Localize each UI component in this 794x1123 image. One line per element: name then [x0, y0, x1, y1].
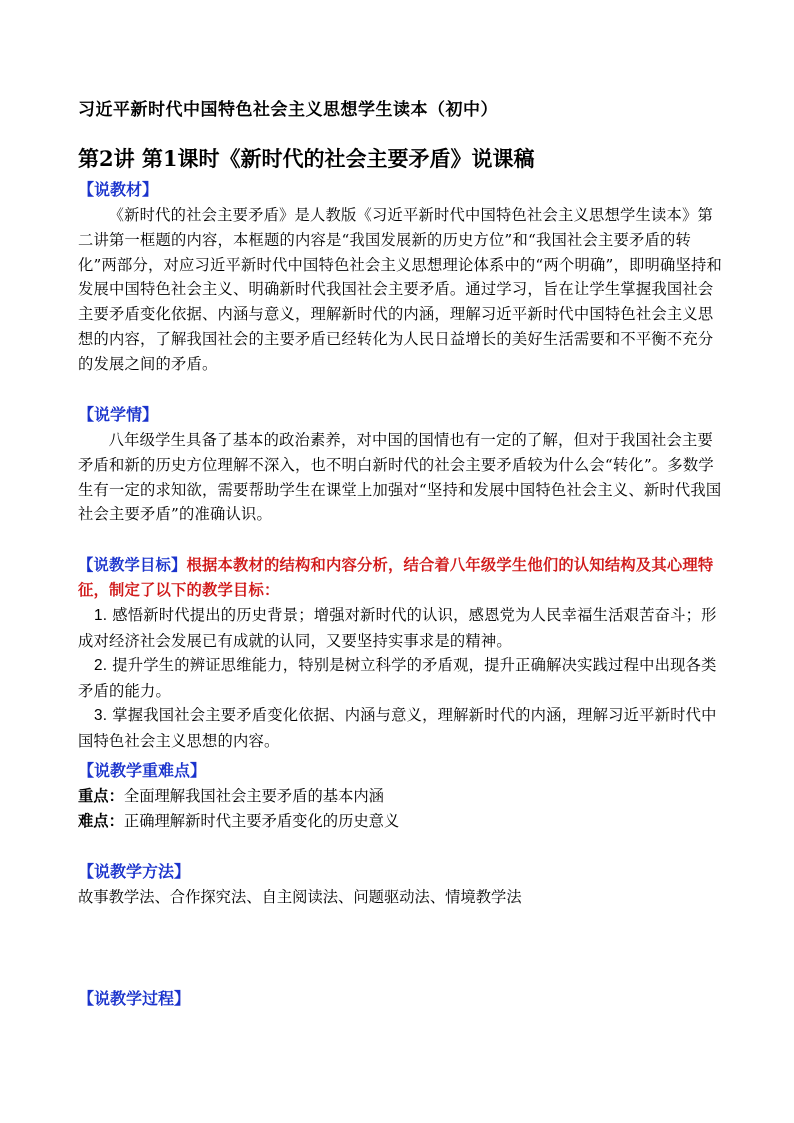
textbook-paragraph: 《新时代的社会主要矛盾》是人教版《习近平新时代中国特色社会主义思想学生读本》第二讲第一框题的内容，本框题的内容是“我国发展新的历史方位”和“我国社会主要矛盾的转化”两部分，对应习近平新时代中国特色社会主义思想理论体系中的“两个明确”，即明确坚持和发展中国特色社会主义、明确新时代我国社会主要矛盾。通过学习，旨在让学生掌握我国社会主要矛盾变化依据、内涵与意义，理解新时代的内涵，理解习近平新时代中国特色社会主义思想的内容，了解我国社会的主要矛盾已经转化为人民日益增长的美好生活需要和不平衡不充分的发展之间的矛盾。	[78, 206, 722, 373]
objective-text: 掌握我国社会主要矛盾变化依据、内涵与意义，理解新时代的内涵，理解习近平新时代中国特色社会主义思想的内容。	[78, 706, 717, 750]
objective-number: 2.	[94, 657, 108, 674]
objective-number: 3.	[94, 707, 108, 724]
objective-item-3	[78, 703, 728, 754]
students-paragraph: 八年级学生具备了基本的政治素养，对中国的国情也有一定的了解，但对于我国社会主要矛盾和新的历史方位理解不深入，也不明白新时代的社会主要矛盾较为什么会“转化”。多数学生有一定的求知欲，需要帮助学生在课堂上加强对“坚持和发展中国特色社会主义、新时代我国社会主要矛盾”的准确认识。	[78, 431, 722, 524]
methods-text: 故事教学法、合作探究法、自主阅读法、问题驱动法、情境教学法	[78, 888, 522, 906]
objectives-block	[78, 553, 728, 603]
section-heading-process: 【说教学过程】	[78, 989, 191, 1008]
objectives-intro: 根据本教材的结构和内容分析，结合着八年级学生他们的认知结构及其心理特征，制定了以下的教学目标：	[78, 556, 714, 599]
section-heading-objectives: 【说教学目标】	[78, 556, 187, 574]
section-heading-textbook: 【说教材】	[78, 180, 159, 199]
key-point-line	[78, 784, 384, 806]
objective-item-1	[78, 603, 728, 654]
section-heading-key-points: 【说教学重难点】	[78, 761, 207, 780]
key-point-label: 重点：	[78, 787, 124, 805]
document-title: 习近平新时代中国特色社会主义思想学生读本（初中）	[78, 100, 498, 120]
difficult-point-label: 难点：	[78, 812, 124, 830]
difficult-point-line	[78, 809, 399, 831]
section-heading-students: 【说学情】	[78, 405, 159, 424]
difficult-point-text: 正确理解新时代主要矛盾变化的历史意义	[123, 812, 400, 830]
key-point-text: 全面理解我国社会主要矛盾的基本内涵	[123, 787, 384, 805]
objective-number: 1.	[94, 607, 108, 624]
section-heading-methods: 【说教学方法】	[78, 862, 191, 881]
objective-item-2	[78, 653, 728, 704]
lesson-title: 第2讲 第1课时《新时代的社会主要矛盾》说课稿	[78, 146, 535, 171]
objective-text: 感悟新时代提出的历史背景；增强对新时代的认识，感恩党为人民幸福生活艰苦奋斗；形成对经济社会发展已有成就的认同，又要坚持实事求是的精神。	[78, 606, 717, 650]
objective-text: 提升学生的辨证思维能力，特别是树立科学的矛盾观，提升正确解决实践过程中出现各类矛盾的能力。	[78, 656, 717, 700]
